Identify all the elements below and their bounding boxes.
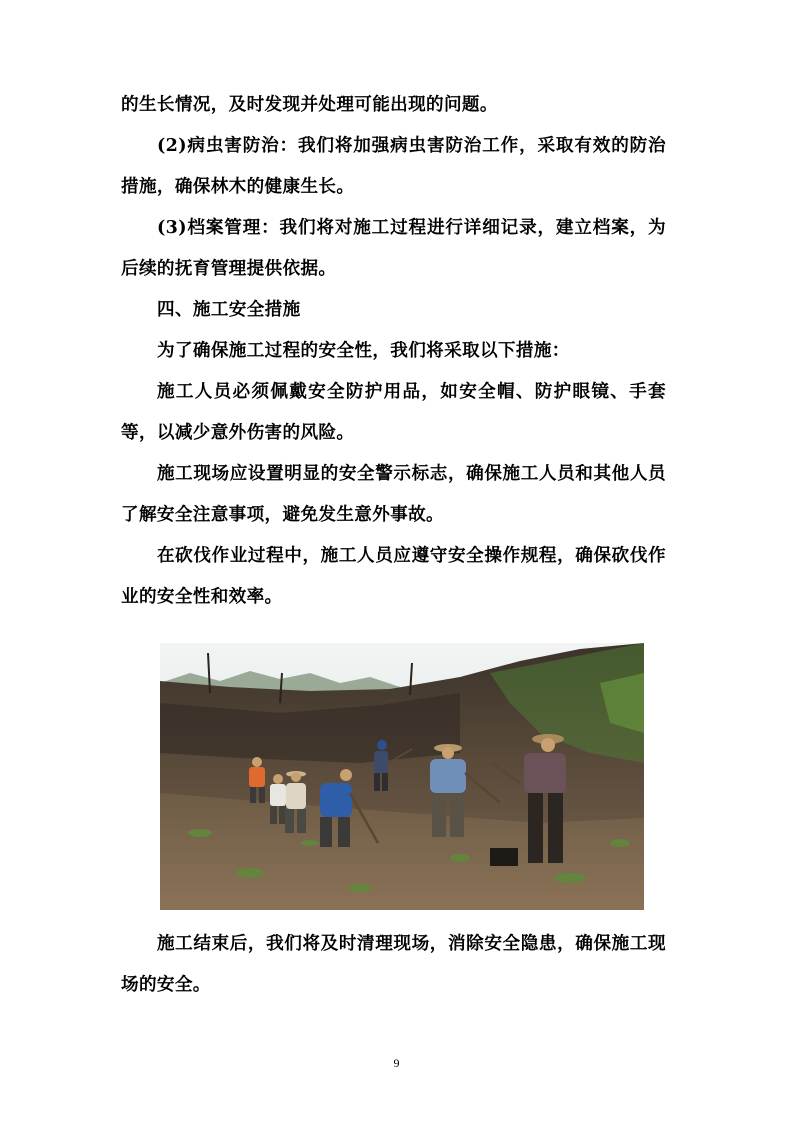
forest-planting-photo (160, 643, 644, 910)
paragraph-protective-equipment: 施工人员必须佩戴安全防护用品，如安全帽、防护眼镜、手套等，以减少意外伤害的风险。 (121, 381, 666, 443)
paragraph-pest-control: (2)病虫害防治：我们将加强病虫害防治工作，采取有效的防治措施，确保林木的健康生长。 (121, 135, 666, 197)
paragraph-continuation: 的生长情况，及时发现并处理可能出现的问题。 (121, 94, 498, 115)
paragraph-archive-management: (3)档案管理：我们将对施工过程进行详细记录，建立档案，为后续的抚育管理提供依据。 (121, 217, 666, 279)
page-number: 9 (393, 1056, 400, 1070)
photo-illustration (160, 643, 644, 910)
paragraph-site-cleanup: 施工结束后，我们将及时清理现场，消除安全隐患，确保施工现场的安全。 (121, 933, 666, 995)
paragraph-safety-intro: 为了确保施工过程的安全性，我们将采取以下措施： (157, 340, 570, 361)
paragraph-warning-signs: 施工现场应设置明显的安全警示标志，确保施工人员和其他人员了解安全注意事项，避免发生意外事故。 (121, 463, 666, 525)
paragraph-logging-procedures: 在砍伐作业过程中，施工人员应遵守安全操作规程，确保砍伐作业的安全性和效率。 (121, 545, 666, 607)
tree-stump (490, 848, 518, 866)
section-heading-safety-measures: 四、施工安全措施 (157, 299, 301, 320)
page-content (121, 84, 666, 1005)
